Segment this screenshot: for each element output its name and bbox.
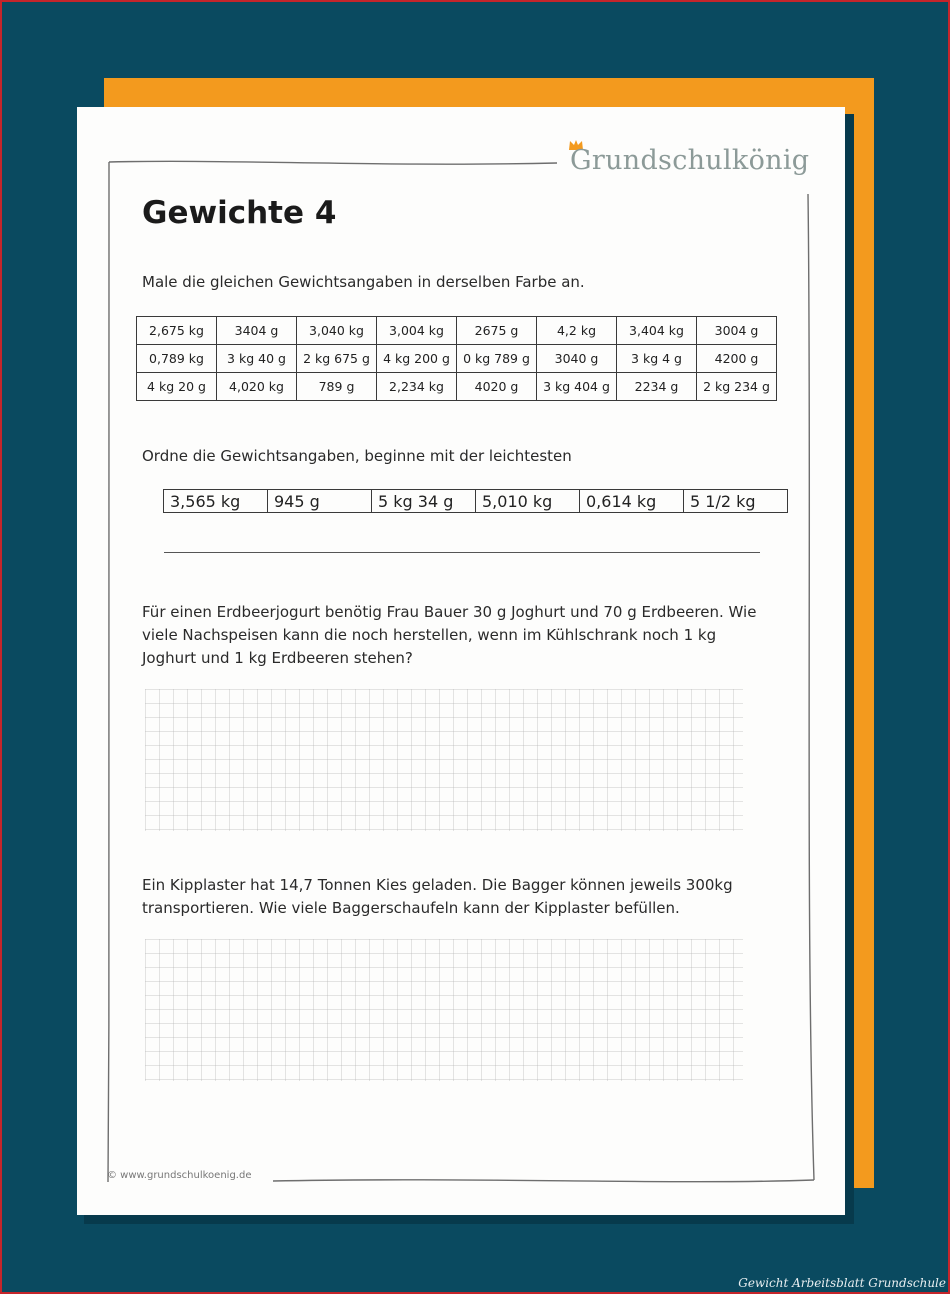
- weight-cell[interactable]: 2 kg 234 g: [697, 373, 777, 401]
- order-value-cell: 3,565 kg: [164, 490, 268, 513]
- task3-text: Für einen Erdbeerjogurt benötig Frau Bauer 30 g Joghurt und 70 g Erdbeeren. Wie viele Nachspeisen kann die noch herstellen, wenn im Kühlschrank noch 1 kg Joghurt und 1 kg Erdbeeren stehen?: [142, 603, 757, 667]
- page-title: Gewichte 4: [142, 195, 337, 231]
- grid-row: [137, 317, 777, 345]
- brand-logo: Grundschulkönig: [570, 145, 810, 176]
- answer-grid-task4[interactable]: [145, 939, 743, 1081]
- task2-instruction: Ordne die Gewichtsangaben, beginne mit der leichtesten: [142, 447, 572, 465]
- answer-grid-task3[interactable]: [145, 689, 743, 831]
- order-value-cell: 0,614 kg: [580, 490, 684, 513]
- weight-cell[interactable]: 2 kg 675 g: [297, 345, 377, 373]
- task1-instruction: Male die gleichen Gewichtsangaben in derselben Farbe an.: [142, 273, 585, 291]
- weight-cell[interactable]: 3 kg 404 g: [537, 373, 617, 401]
- weight-cell[interactable]: 4,020 kg: [217, 373, 297, 401]
- weight-cell[interactable]: 4020 g: [457, 373, 537, 401]
- weight-cell[interactable]: 3404 g: [217, 317, 297, 345]
- footer-copyright: © www.grundschulkoenig.de: [107, 1170, 252, 1181]
- weight-cell[interactable]: 3 kg 4 g: [617, 345, 697, 373]
- weight-cell[interactable]: 2234 g: [617, 373, 697, 401]
- weight-cell[interactable]: 4,2 kg: [537, 317, 617, 345]
- weight-cell[interactable]: 3,004 kg: [377, 317, 457, 345]
- worksheet-page: [77, 107, 845, 1215]
- weight-cell[interactable]: 789 g: [297, 373, 377, 401]
- order-value-cell: 5,010 kg: [476, 490, 580, 513]
- weights-grid: [136, 316, 777, 401]
- task4-text: Ein Kipplaster hat 14,7 Tonnen Kies geladen. Die Bagger können jeweils 300kg transportieren. Wie viele Baggerschaufeln kann der Kipplaster befüllen.: [142, 876, 733, 917]
- answer-line: [164, 552, 760, 553]
- weight-cell[interactable]: 3004 g: [697, 317, 777, 345]
- weight-cell[interactable]: 2,234 kg: [377, 373, 457, 401]
- weight-cell[interactable]: 4 kg 200 g: [377, 345, 457, 373]
- weight-cell[interactable]: 3 kg 40 g: [217, 345, 297, 373]
- weight-cell[interactable]: 0,789 kg: [137, 345, 217, 373]
- weight-cell[interactable]: 0 kg 789 g: [457, 345, 537, 373]
- weight-cell[interactable]: 4 kg 20 g: [137, 373, 217, 401]
- order-value-cell: 945 g: [268, 490, 372, 513]
- order-value-cell: 5 kg 34 g: [372, 490, 476, 513]
- grid-row: [137, 373, 777, 401]
- weight-cell[interactable]: 3,040 kg: [297, 317, 377, 345]
- grid-row: [137, 345, 777, 373]
- weight-cell[interactable]: 3040 g: [537, 345, 617, 373]
- weight-cell[interactable]: 3,404 kg: [617, 317, 697, 345]
- order-values-row: [163, 489, 788, 513]
- weight-cell[interactable]: 2,675 kg: [137, 317, 217, 345]
- weight-cell[interactable]: 2675 g: [457, 317, 537, 345]
- weight-cell[interactable]: 4200 g: [697, 345, 777, 373]
- image-caption: Gewicht Arbeitsblatt Grundschule: [738, 1276, 946, 1290]
- order-value-cell: 5 1/2 kg: [684, 490, 788, 513]
